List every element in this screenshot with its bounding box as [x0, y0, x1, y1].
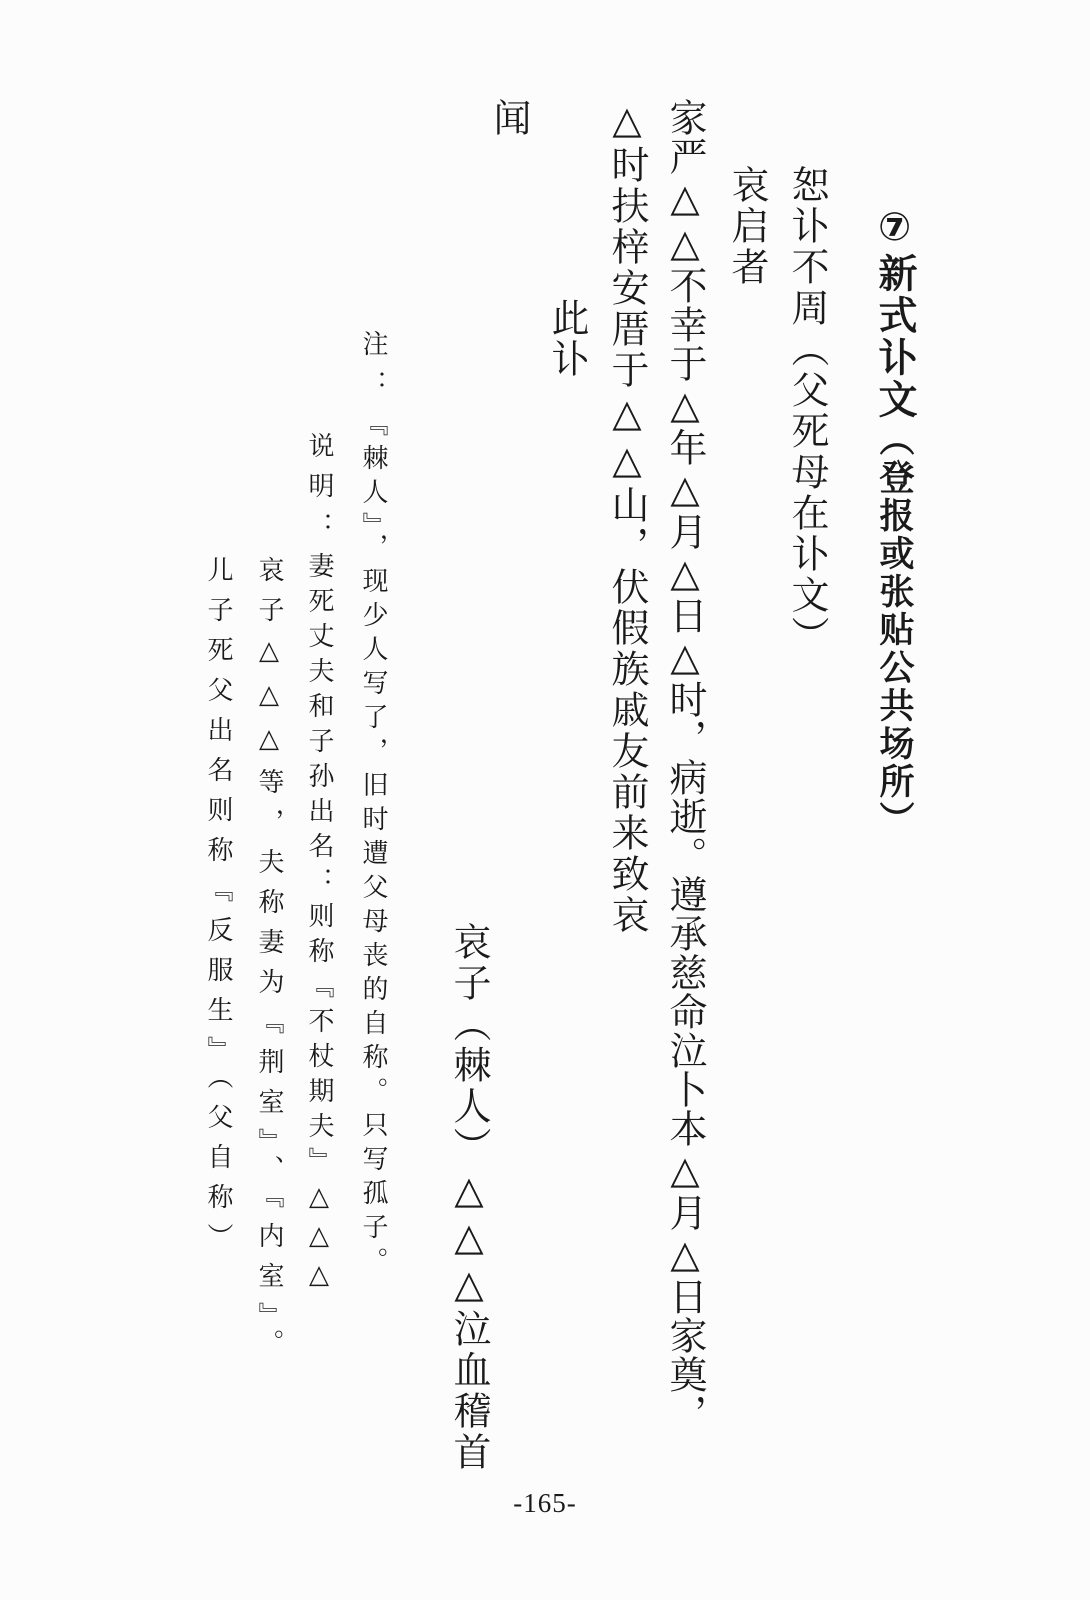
note-1 [360, 330, 386, 1281]
note-1-label: 注： [358, 330, 388, 410]
notice-line-1-paren: （父死母在讣文） [785, 329, 829, 657]
note-4: 儿子死父出名则称『反服生』（父自称） [203, 556, 233, 1263]
note-2 [306, 432, 332, 1299]
notice-line-3: 家严△△不幸于△年△月△日△时，病逝。遵承慈命泣卜本△月△日家奠， [663, 98, 707, 1433]
notice-line-2: 哀启者 [725, 165, 769, 288]
page-number: -165- [513, 1488, 577, 1518]
signature-line: 哀子（棘人）△△△泣血稽首 [447, 922, 491, 1473]
notice-line-4: △时扶梓安厝于△△山，伏假族戚友前来致哀 [605, 98, 649, 936]
notice-line-1 [785, 165, 829, 657]
title-number: ⑦ [872, 205, 917, 253]
note-3: 哀子△△△等，夫称妻为『荆室』、『内室』。 [254, 556, 284, 1369]
title-subtitle: （登报或张贴公共场所） [874, 421, 914, 839]
note-2-label: 说明： [304, 432, 334, 552]
section-title [872, 205, 917, 839]
note-2-text: 妻死丈夫和子孙出名：则称『不杖期夫』△△△ [304, 552, 334, 1299]
title-heading: 新式讣文 [872, 253, 917, 421]
notice-line-1-main: 恕讣不周 [785, 165, 829, 329]
notice-line-6: 闻 [487, 98, 531, 139]
notice-line-5: 此讣 [545, 298, 589, 380]
note-1-text: 『棘人』，现少人写了，旧时遭父母丧的自称。只写孤子。 [358, 410, 388, 1281]
